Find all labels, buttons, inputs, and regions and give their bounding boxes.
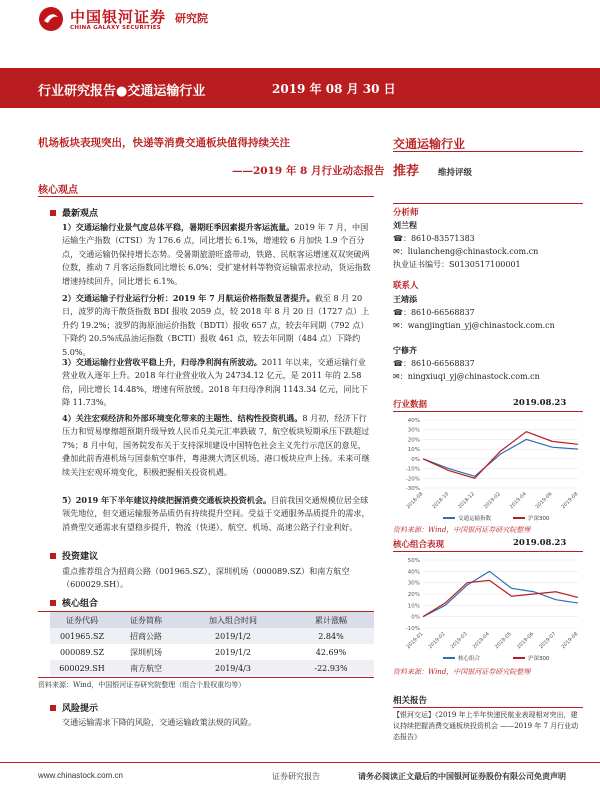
report-type: 行业研究报告●交通运输行业: [38, 84, 206, 99]
paragraph-5-text: 目前我国交通规模位居全球领先地位，但交通运输服务品质仍有持续提升空间。受益于交通服务品质提升的需求，消费型交通需求有望稳步提升，物流（快递）、航空、机场、高速公路子行业利好。: [62, 495, 370, 532]
table-row: [50, 660, 374, 676]
divider: [38, 677, 374, 678]
y-tick-label: 40%: [407, 569, 420, 576]
bullet-icon: [50, 600, 56, 606]
report-subtitle: ——2019 年 8 月行业动态报告: [232, 165, 385, 177]
paragraph-1: [62, 221, 372, 288]
divider: [38, 196, 374, 197]
report-title: 机场板块表现突出，快递等消费交通板块值得持续关注: [38, 137, 290, 149]
company-logo-icon: [38, 6, 64, 32]
table-row: [50, 644, 374, 660]
column-header: 证券简称: [130, 615, 162, 625]
series-line: [423, 439, 578, 476]
footer-center: 证券研究报告: [272, 772, 320, 781]
y-tick-label: 50%: [407, 558, 420, 564]
contact2-phone: ☎：8610-66568837: [393, 359, 475, 368]
contact-label: 联系人: [393, 281, 419, 291]
table-cell: 深圳机场: [130, 647, 162, 657]
paragraph-2-lead: 2）交通运输子行业运行分析：2019 年 7 月航运价格指数显著提升。: [62, 293, 315, 303]
table-cell: 2019/1/2: [215, 631, 251, 641]
y-tick-label: 30%: [407, 427, 420, 434]
industry-data-date: 2019.08.23: [513, 398, 567, 408]
risk-heading: 风险提示: [62, 704, 99, 714]
rating-sub: 维持评级: [438, 168, 473, 178]
y-tick-label: 20%: [407, 592, 420, 598]
portfolio-perf-date: 2019.08.23: [513, 538, 567, 548]
contact1-phone: ☎：8610-66568837: [393, 308, 475, 317]
divider: [393, 707, 583, 708]
x-tick-label: 2019-04: [508, 491, 528, 511]
analyst-phone: ☎：8610-83571383: [393, 234, 475, 243]
column-header: 加入组合时间: [209, 615, 257, 625]
x-tick-label: 2018-08: [405, 491, 425, 511]
footer-disclaimer: 请务必阅读正文最后的中国银河证券股份有限公司免责声明: [358, 771, 566, 781]
legend-label: 核心组合: [458, 656, 481, 662]
footer-divider: [0, 762, 600, 763]
analyst-cert: 执业证书编号：S0130517100001: [393, 260, 521, 269]
table-cell: 2.84%: [318, 631, 344, 641]
logo-en-text: CHINA GALAXY SECURITIES: [70, 25, 162, 31]
invest-text: 重点推荐组合为招商公路（001965.SZ）、深圳机场（000089.SZ）和南方航空（600029.SH）。: [62, 566, 350, 590]
paragraph-5-lead: 5）2019 年下半年建议持续把握消费交通板块投资机会。: [62, 495, 272, 505]
paragraph-1-lead: 1）交通运输行业景气度总体平稳，暑期旺季因素提升客运流量。: [62, 222, 295, 232]
footer-url[interactable]: www.chinastock.com.cn: [38, 771, 123, 780]
y-tick-label: 10%: [407, 447, 420, 454]
portfolio-chart: [393, 554, 583, 666]
y-tick-label: 0%: [411, 614, 420, 621]
table-cell: 001965.SZ: [59, 631, 105, 641]
portfolio-heading: 核心组合: [62, 599, 99, 609]
portfolio-perf-label: 核心组合表现: [393, 540, 445, 550]
contact2-email: ✉：ningxiuqi_yj@chinastock.com.cn: [393, 372, 540, 381]
related-text[interactable]: 【银河交运】《2019 年上半年快递民航业表现相对突出，建议持续把握消费交通板块投资机会 ——2019 年 7 月行业动态报告》: [393, 711, 579, 741]
table-cell: 招商公路: [130, 631, 162, 641]
x-tick-label: 2019-08: [560, 491, 580, 511]
legend-label: 沪深300: [528, 516, 550, 522]
table-cell: -22.93%: [314, 663, 348, 673]
analyst-email: ✉：liulancheng@chinastock.com.cn: [393, 247, 539, 256]
rating: 推荐: [393, 164, 420, 179]
legend-label: 沪深300: [528, 656, 550, 662]
industry-chart: [393, 414, 583, 524]
x-tick-label: 2019-06: [516, 631, 536, 651]
x-tick-label: 2019-01: [405, 631, 425, 651]
x-tick-label: 2019-02: [427, 631, 447, 651]
report-date: 2019 年 08 月 30 日: [272, 82, 396, 96]
x-tick-label: 2018-10: [431, 491, 451, 511]
risk-text: 交通运输需求下降的风险，交通运输政策法规的风险。: [62, 717, 257, 727]
x-tick-label: 2019-06: [534, 491, 554, 511]
table-cell: 2019/4/3: [215, 663, 251, 673]
analyst-label: 分析师: [393, 208, 419, 218]
bullet-icon: [50, 210, 56, 216]
divider: [393, 151, 583, 152]
x-tick-label: 2019-08: [560, 631, 580, 651]
table-cell: 42.69%: [315, 647, 347, 657]
divider: [393, 203, 583, 204]
chart2-source: 资料来源：Wind，中国银河证券研究院整理: [393, 668, 531, 676]
paragraph-4-text: 8 月初，经济下行压力和贸易摩擦超预期升级导致人民币兑美元汇率跌破 7，航空板块短期承压下跌超过 7%；8 月中旬，国务院发布关于支持深圳建设中国特色社会主义先行示范区的意见，叠加此前香港机场与国泰航空事件，粤港澳大湾区机场、港口板块应声上扬。未来可继续关注宏观环境变化，积极把握相关投资机遇。: [62, 413, 370, 477]
latest-view-heading: 最新观点: [62, 209, 99, 219]
logo-cn-text: 中国银河证券: [70, 8, 167, 26]
y-tick-label: -20%: [405, 476, 420, 483]
y-tick-label: 0%: [411, 456, 420, 463]
column-header: 证券代码: [66, 615, 98, 625]
table-cell: 南方航空: [130, 663, 162, 673]
y-tick-label: 30%: [407, 580, 420, 587]
paragraph-4-lead: 4）关注宏观经济和外部环境变化带来的主题性、结构性投资机遇。: [62, 413, 303, 423]
paragraph-3: [62, 356, 372, 410]
table-cell: 600029.SH: [59, 663, 105, 673]
x-tick-label: 2019-05: [493, 631, 513, 651]
y-tick-label: -10%: [405, 466, 420, 473]
paragraph-5: [62, 494, 372, 534]
legend-label: 交通运输指数: [458, 516, 492, 522]
contact1-name: 王靖添: [393, 294, 417, 304]
invest-heading: 投资建议: [62, 552, 99, 562]
x-tick-label: 2019-02: [482, 491, 502, 511]
series-line: [423, 432, 578, 479]
divider: [393, 411, 583, 412]
industry-name: 交通运输行业: [393, 137, 466, 151]
industry-data-label: 行业数据: [393, 400, 428, 410]
paragraph-2-text: 截至 8 月 20 日，波罗的海干散货指数 BDI 报收 2059 点，较 2018 年 8 月 20 日（1727 点）上升约 19.2%；波罗的海原油运价指数（BDTI）报收 657 点，较去年同期（792 点）下降约 20.5%成品油运指数（BCTI）报收 461 点，较去年同期（484 点）下降约 5.0%。: [62, 293, 370, 357]
related-label: 相关报告: [393, 696, 428, 706]
paragraph-1-text: 2019 年 7 月，中国运输生产指数（CTSI）为 176.6 点，同比增长 6.1%，增速较 6 月加快 1.9 个百分点，交通运输仍保持增长态势。受暑期旅游旺盛带动，铁路、民航客运增速双双突破两位数，推动 7 月客运指数同比增长 6.0%；受扩建材料等物资运输需求拉动，货运指数增速持续回升，同比增长 6.1%。: [62, 222, 371, 286]
x-tick-label: 2018-12: [457, 491, 477, 511]
y-tick-label: 20%: [407, 437, 420, 444]
chart1-source: 资料来源：Wind，中国银河证券研究院整理: [393, 526, 531, 534]
bullet-icon: [50, 553, 56, 559]
paragraph-3-lead: 3）交通运输行业营收平稳上升，归母净利润有所波动。: [62, 357, 262, 367]
paragraph-4: [62, 412, 372, 479]
divider: [393, 551, 583, 552]
paragraph-3-text: 2011 年以来，交通运输行业营业收入逐年上升。2018 年行业营业收入为 24734.12 亿元，是 2011 年的 2.58 倍，同比增长 14.48%，增速有所放缓。2018 年归母净利润 1143.34 亿元，同比下降 11.73%。: [62, 357, 368, 408]
contact2-name: 宁修齐: [393, 345, 417, 355]
logo-institute-text: 研究院: [175, 12, 208, 25]
table-cell: 2019/1/2: [215, 647, 251, 657]
column-header: 累计涨幅: [315, 615, 347, 625]
series-line: [423, 580, 578, 616]
bullet-icon: [50, 705, 56, 711]
y-tick-label: 40%: [407, 418, 420, 424]
y-tick-label: -10%: [405, 626, 420, 632]
x-tick-label: 2019-04: [471, 631, 491, 651]
y-tick-label: 10%: [407, 603, 420, 610]
table-row: [50, 628, 374, 644]
x-tick-label: 2019-07: [538, 631, 558, 651]
portfolio-source: 资料来源：Wind，中国银河证券研究院整理（组合个股权重均等）: [38, 681, 246, 689]
y-tick-label: -30%: [405, 486, 420, 492]
portfolio-table: [50, 612, 374, 676]
core-view-heading: 核心观点: [38, 185, 78, 196]
table-header-row: [50, 612, 374, 628]
contact1-email: ✉：wangjingtian_yj@chinastock.com.cn: [393, 321, 555, 330]
analyst-name: 刘兰程: [393, 220, 417, 230]
table-cell: 000089.SZ: [59, 647, 105, 657]
x-tick-label: 2019-03: [449, 631, 469, 651]
paragraph-2: [62, 292, 372, 359]
